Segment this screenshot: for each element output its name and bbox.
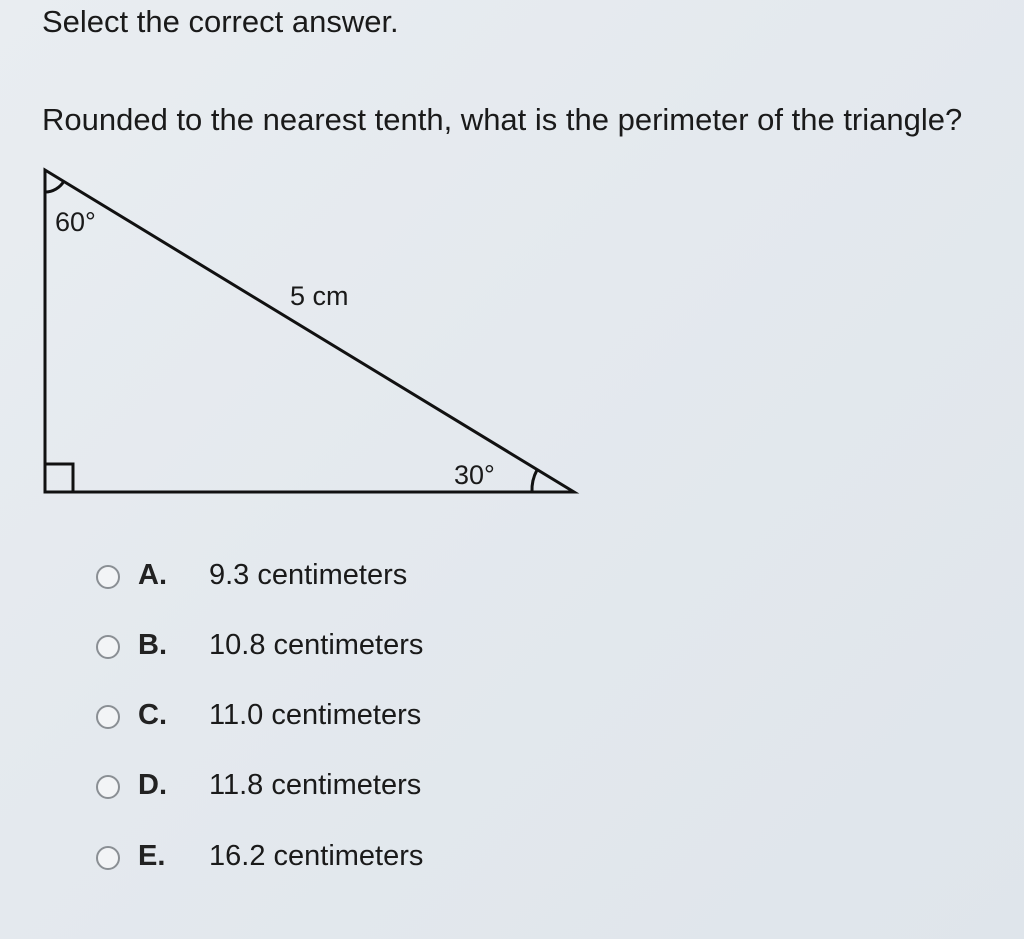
bottom-angle-label: 30° xyxy=(454,460,495,490)
choice-letter: D. xyxy=(138,769,167,801)
triangle-outline xyxy=(45,170,574,492)
top-angle-arc xyxy=(45,181,64,192)
choice-letter: B. xyxy=(138,629,167,661)
radio-button-c[interactable] xyxy=(96,705,120,729)
answer-choice-e[interactable] xyxy=(96,840,476,880)
choice-text: 16.2 centimeters xyxy=(209,840,424,872)
answer-choice-b[interactable] xyxy=(96,629,476,669)
choice-text: 10.8 centimeters xyxy=(209,629,424,661)
hypotenuse-label: 5 cm xyxy=(290,281,349,311)
right-angle-marker xyxy=(45,464,73,492)
answer-choice-d[interactable] xyxy=(96,769,476,809)
radio-button-b[interactable] xyxy=(96,635,120,659)
radio-button-d[interactable] xyxy=(96,775,120,799)
choice-text: 11.0 centimeters xyxy=(209,699,422,731)
answer-choice-a[interactable] xyxy=(96,559,476,599)
choice-text: 11.8 centimeters xyxy=(209,769,422,801)
instruction-text: Select the correct answer. xyxy=(42,4,399,39)
choice-letter: A. xyxy=(138,559,167,591)
choice-text: 9.3 centimeters xyxy=(209,559,408,591)
radio-button-a[interactable] xyxy=(96,565,120,589)
choice-letter: E. xyxy=(138,840,166,872)
answer-choice-c[interactable] xyxy=(96,699,476,739)
bottom-angle-arc xyxy=(532,470,537,492)
top-angle-label: 60° xyxy=(55,207,96,237)
radio-button-e[interactable] xyxy=(96,846,120,870)
question-text: Rounded to the nearest tenth, what is the perimeter of the triangle? xyxy=(42,102,963,137)
choice-letter: C. xyxy=(138,699,167,731)
